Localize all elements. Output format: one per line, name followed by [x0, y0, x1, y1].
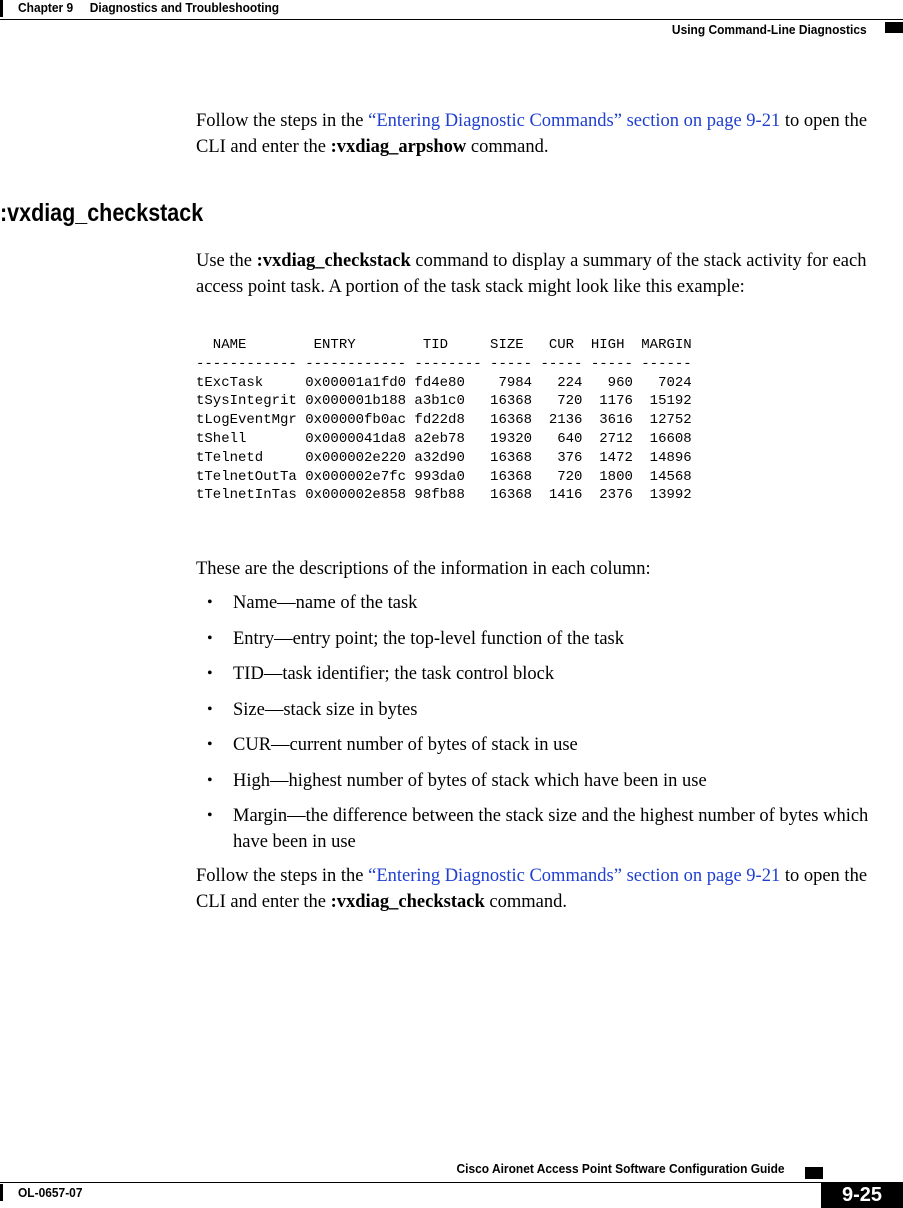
list-item-text: Entry—entry point; the top-level function of the task: [233, 628, 624, 649]
code-line: tSysIntegrit 0x000001b188 a3b1c0 16368 720 1176 15192: [196, 393, 692, 410]
list-item: [196, 732, 896, 758]
intro-text-end: command.: [466, 137, 549, 157]
list-item-text: Margin—the difference between the stack size and the highest number of bytes which have been in use: [233, 806, 869, 852]
bullet-icon: •: [207, 629, 213, 647]
bullet-icon: •: [207, 771, 213, 789]
list-item: [196, 768, 896, 794]
outro-text-end: command.: [484, 892, 567, 912]
footer-left-bar: [0, 1184, 3, 1201]
section-heading: :vxdiag_checkstack: [0, 199, 204, 227]
list-item-text: High—highest number of bytes of stack which have been in use: [233, 770, 707, 791]
section-header: Using Command-Line Diagnostics: [672, 22, 867, 37]
code-line: tShell 0x0000041da8 a2eb78 19320 640 2712 16608: [196, 430, 692, 447]
bullet-icon: •: [207, 594, 213, 611]
list-item-text: Name—name of the task: [233, 593, 418, 613]
list-item: [196, 626, 896, 652]
list-item: [196, 803, 896, 855]
guide-title: Cisco Aironet Access Point Software Configuration Guide: [456, 1161, 785, 1176]
bullet-icon: •: [207, 700, 213, 718]
header-block: [885, 22, 903, 33]
list-item-text: Size—stack size in bytes: [233, 699, 418, 720]
outro-command: :vxdiag_checkstack: [330, 892, 485, 912]
chapter-header: [18, 0, 279, 16]
list-item-text: CUR—current number of bytes of stack in use: [233, 735, 578, 755]
doc-number: OL-0657-07: [18, 1185, 83, 1200]
list-item: [196, 697, 896, 723]
code-line: ------------ ------------ -------- ----- ----- ----- ------: [196, 355, 692, 372]
bullet-icon: •: [207, 807, 213, 824]
list-item-text: TID—task identifier; the task control block: [233, 664, 555, 684]
intro-text-mid: to open the CLI and enter the: [196, 111, 868, 157]
intro-command: :vxdiag_arpshow: [330, 137, 467, 157]
code-line: tTelnetInTas 0x000002e858 98fb88 16368 1416 2376 13992: [196, 487, 692, 504]
description-command: :vxdiag_checkstack: [256, 251, 411, 271]
intro-text-start: Follow the steps in the: [196, 111, 369, 131]
code-line: NAME ENTRY TID SIZE CUR HIGH MARGIN: [196, 337, 692, 353]
outro-text-start: Follow the steps in the: [196, 866, 369, 886]
bullet-icon: •: [207, 736, 213, 753]
outro-paragraph: [196, 863, 896, 915]
code-line: tTelnetd 0x000002e220 a32d90 16368 376 1472 14896: [196, 449, 692, 466]
columns-intro: These are the descriptions of the information in each column:: [196, 559, 651, 579]
outro-text-mid: to open the CLI and enter the: [196, 866, 868, 912]
stack-output-code: [196, 336, 692, 505]
chapter-title: Diagnostics and Troubleshooting: [89, 0, 280, 15]
footer-rule: [0, 1182, 903, 1183]
outro-link[interactable]: “Entering Diagnostic Commands” section on page 9-21: [368, 866, 781, 886]
list-item: [196, 661, 896, 687]
chapter-label: Chapter 9: [18, 0, 74, 15]
header-rule: [0, 19, 903, 20]
bullet-icon: •: [207, 665, 213, 682]
intro-paragraph: [196, 108, 896, 160]
description-text-start: Use the: [196, 251, 257, 271]
column-descriptions-list: [196, 590, 896, 855]
code-line: tLogEventMgr 0x00000fb0ac fd22d8 16368 2136 3616 12752: [196, 412, 692, 429]
intro-link[interactable]: “Entering Diagnostic Commands” section on page 9-21: [368, 111, 781, 131]
header-left-bar: [0, 0, 3, 17]
code-line: tTelnetOutTa 0x000002e7fc 993da0 16368 720 1800 14568: [196, 468, 692, 485]
description-paragraph: [196, 248, 896, 300]
list-item: [196, 590, 896, 616]
code-line: tExcTask 0x00001a1fd0 fd4e80 7984 224 960 7024: [196, 374, 692, 391]
description-text-end: command to display a summary of the stack activity for each access point task. A portion of the task stack might look like this example:: [196, 251, 867, 297]
page-number: 9-25: [821, 1183, 903, 1208]
footer-block: [805, 1167, 823, 1179]
